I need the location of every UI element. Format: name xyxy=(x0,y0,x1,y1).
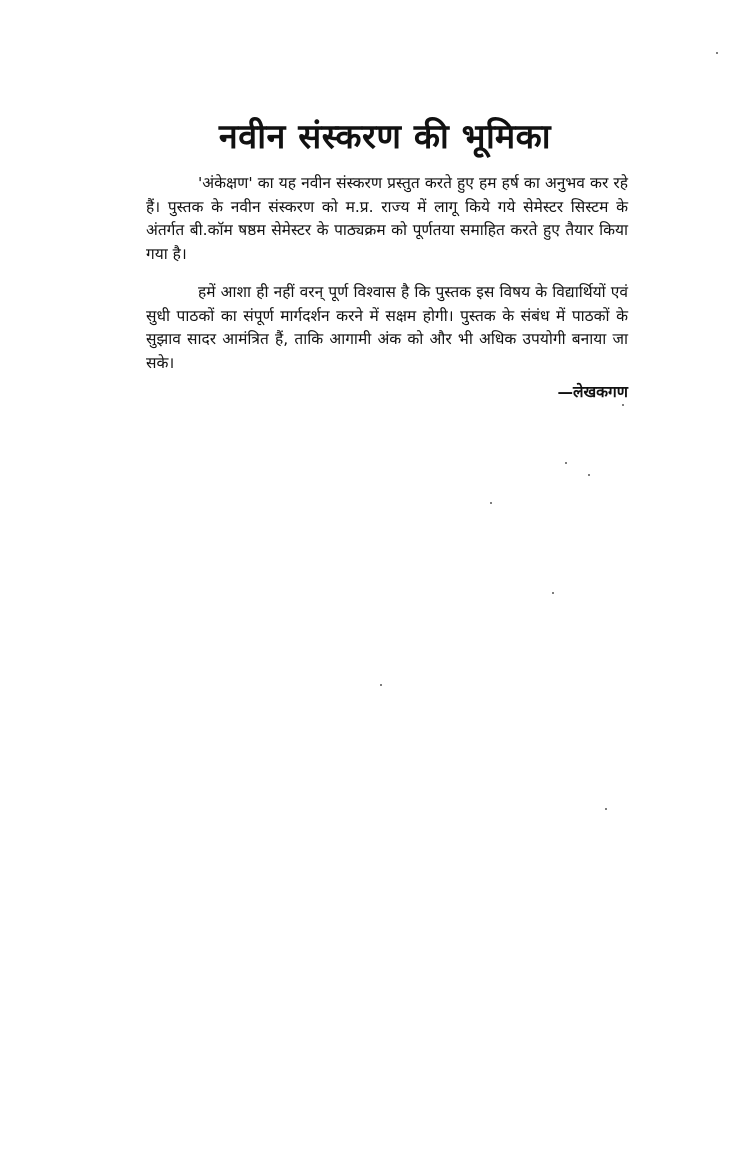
scan-speck xyxy=(490,502,492,504)
preface-paragraph-1: 'अंकेक्षण' का यह नवीन संस्करण प्रस्तुत करते हुए हम हर्ष का अनुभव कर रहे हैं। पुस्तक के नवीन संस्करण को म.प्र. राज्य में लागू किये गये सेमेस्टर सिस्टम के अंतर्गत बी.कॉम षष्ठम सेमेस्टर के पाठ्यक्रम को पूर्णतया समाहित करते हुए तैयार किया गया है। xyxy=(146,174,628,263)
scan-speck xyxy=(622,404,624,406)
preface-paragraph-2: हमें आशा ही नहीं वरन् पूर्ण विश्वास है कि पुस्तक इस विषय के विद्यार्थियों एवं सुधी पाठकों का संपूर्ण मार्गदर्शन करने में सक्षम होगी। पुस्तक के संबंध में पाठकों के सुझाव सादर आमंत्रित हैं, ताकि आगामी अंक को और भी अधिक उपयोगी बनाया जा सके। xyxy=(146,283,628,372)
scan-speck xyxy=(380,684,382,686)
scan-speck xyxy=(552,592,554,594)
scan-speck xyxy=(605,808,607,810)
page-title: नवीन संस्करण की भूमिका xyxy=(218,117,552,157)
scan-speck xyxy=(565,462,567,464)
author-signature: —लेखकगण xyxy=(557,383,628,401)
scan-speck xyxy=(716,52,718,54)
scan-speck xyxy=(588,474,590,476)
